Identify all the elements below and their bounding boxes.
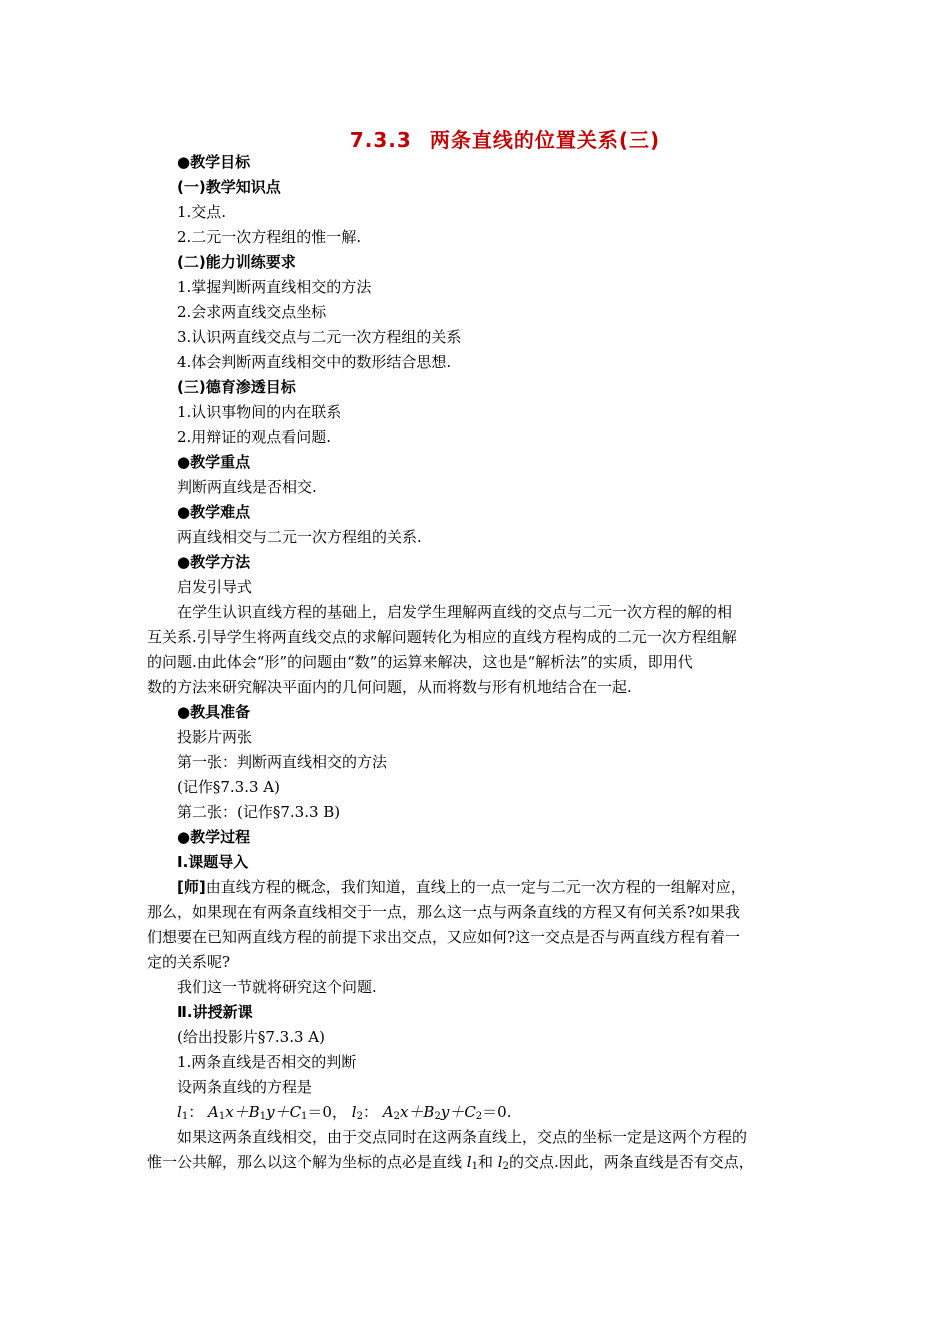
eq-a1: A <box>207 1103 219 1121</box>
tools-item: (记作§7.3.3 A) <box>177 778 280 796</box>
eq-l1: l <box>177 1103 182 1121</box>
knowledge-item: 2.二元一次方程组的惟一解. <box>177 228 362 246</box>
eq-sub: 2 <box>434 1111 441 1122</box>
paragraph-line: 如果这两条直线相交，由于交点同时在这两条直线上，交点的坐标一定是这两个方程的 <box>177 1128 748 1146</box>
document-body <box>147 150 810 1175</box>
paragraph-text: 和 <box>477 1153 498 1171</box>
eq-b1: B <box>248 1103 260 1121</box>
eq-x: x＋ <box>225 1103 249 1121</box>
paragraph-text: 惟一公共解，那么以这个解为坐标的点必是直线 <box>147 1153 467 1171</box>
new-item: (给出投影片§7.3.3 A) <box>177 1028 325 1046</box>
new-item: 设两条直线的方程是 <box>177 1078 313 1096</box>
paragraph-line: 定的关系呢? <box>147 953 231 971</box>
moral-item: 1.认识事物间的内在联系 <box>177 403 342 421</box>
ability-item: 1.掌握判断两直线相交的方法 <box>177 278 372 296</box>
ability-item: 2.会求两直线交点坐标 <box>177 303 327 321</box>
eq-c1: C <box>289 1103 302 1121</box>
ability-item: 3.认识两直线交点与二元一次方程组的关系 <box>177 328 462 346</box>
eq-a2: A <box>382 1103 394 1121</box>
eq-l2: l <box>351 1103 357 1121</box>
teacher-tag: [师] <box>177 878 206 896</box>
eq-sub: 2 <box>393 1111 400 1122</box>
eq-y: y＋ <box>440 1103 465 1121</box>
new-item: 1.两条直线是否相交的判断 <box>177 1053 357 1071</box>
heading-difficulty: ●教学难点 <box>177 503 251 521</box>
moral-item: 2.用辩证的观点看问题. <box>177 428 332 446</box>
tools-item: 第一张：判断两直线相交的方法 <box>177 753 388 771</box>
heading-method: ●教学方法 <box>177 553 251 571</box>
title-text: 两条直线的位置关系(三) <box>429 128 661 152</box>
eq-sub: 1 <box>259 1111 267 1122</box>
eq-y: y＋ <box>266 1103 290 1121</box>
eq-sub: 2 <box>502 1161 509 1172</box>
focus-text: 判断两直线是否相交. <box>177 478 317 496</box>
heading-process: ●教学过程 <box>177 828 251 846</box>
heading-moral: (三)德育渗透目标 <box>177 378 296 396</box>
heading-intro: Ⅰ.课题导入 <box>177 853 249 871</box>
paragraph-line: 们想要在已知两直线方程的前提下求出交点，又应如何?这一交点是否与两直线方程有着一 <box>147 928 741 946</box>
eq-x: x＋ <box>399 1103 424 1121</box>
paragraph-line <box>147 1150 810 1175</box>
eq-l1: l <box>466 1153 472 1171</box>
paragraph-line: 的问题.由此体会“形”的问题由“数”的运算来解决，这也是“解析法”的实质，即用代 <box>147 653 693 671</box>
eq-sub: 1 <box>218 1111 226 1122</box>
eq-sub: 1 <box>181 1111 189 1122</box>
knowledge-item: 1.交点. <box>177 203 227 221</box>
paragraph-text: 的交点.因此，两条直线是否有交点， <box>508 1153 754 1171</box>
section-number: 7.3.3 <box>349 128 412 152</box>
heading-tools: ●教具准备 <box>177 703 251 721</box>
ability-item: 4.体会判断两直线相交中的数形结合思想. <box>177 353 452 371</box>
eq-end: ＝0. <box>482 1103 512 1121</box>
heading-goals: ●教学目标 <box>177 153 251 171</box>
eq-sub: 1 <box>471 1161 478 1172</box>
eq-colon: ： <box>362 1103 378 1121</box>
paragraph-line: 互关系.引导学生将两直线交点的求解问题转化为相应的直线方程构成的二元一次方程组解 <box>147 628 737 646</box>
eq-sub: 2 <box>356 1111 363 1122</box>
paragraph-line: 数的方法来研究解决平面内的几何问题，从而将数与形有机地结合在一起. <box>147 678 632 696</box>
heading-new-lesson: Ⅱ.讲授新课 <box>177 1003 253 1021</box>
eq-colon: ： <box>188 1103 204 1121</box>
intro-close: 我们这一节就将研究这个问题. <box>177 978 377 996</box>
method-name: 启发引导式 <box>177 578 253 596</box>
page-title <box>0 124 950 153</box>
tools-item: 投影片两张 <box>177 728 253 746</box>
intro-paragraph <box>147 875 810 975</box>
eq-c2: C <box>464 1103 476 1121</box>
difficulty-text: 两直线相交与二元一次方程组的关系. <box>177 528 422 546</box>
final-paragraph <box>147 1125 810 1175</box>
eq-l2: l <box>497 1153 503 1171</box>
heading-knowledge: (一)教学知识点 <box>177 178 281 196</box>
eq-sub: 2 <box>475 1111 483 1122</box>
paragraph-line: 在学生认识直线方程的基础上，启发学生理解两直线的交点与二元一次方程的解的相 <box>177 603 733 621</box>
eq-b2: B <box>423 1103 435 1121</box>
heading-focus: ●教学重点 <box>177 453 251 471</box>
paragraph-line: 那么，如果现在有两条直线相交于一点，那么这一点与两条直线的方程又有何关系?如果我 <box>147 903 741 921</box>
equation-line <box>177 1100 810 1125</box>
eq-end: ＝0， <box>307 1103 347 1121</box>
heading-ability: (二)能力训练要求 <box>177 253 296 271</box>
method-paragraph <box>147 600 810 700</box>
paragraph-text: 由直线方程的概念，我们知道，直线上的一点一定与二元一次方程的一组解对应， <box>205 878 746 896</box>
paragraph-line <box>175 875 810 900</box>
eq-sub: 1 <box>301 1111 308 1122</box>
tools-item: 第二张：(记作§7.3.3 B) <box>177 803 341 821</box>
